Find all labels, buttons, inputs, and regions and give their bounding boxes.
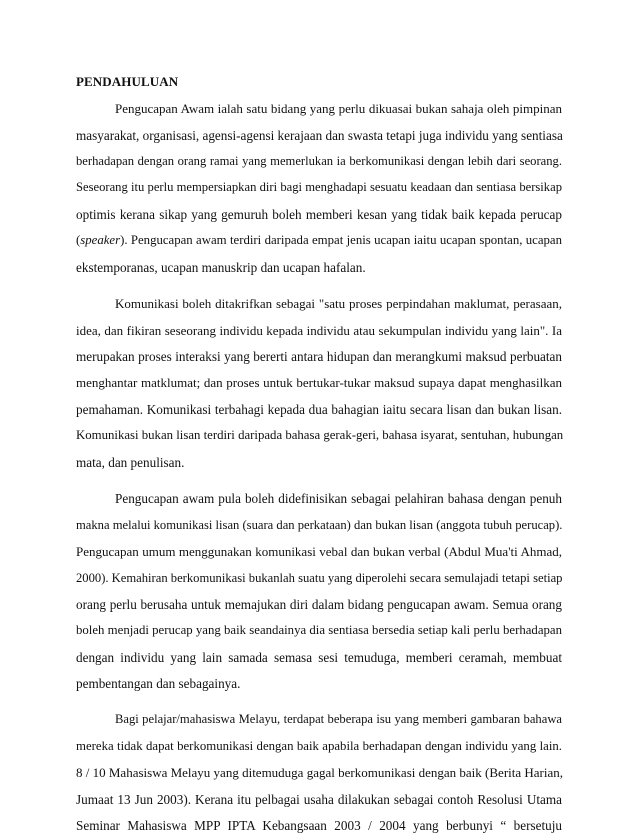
paragraph-4-line: Bagi pelajar/mahasiswa Melayu, terdapat beberapa isu yang memberi gambaran bahawa xyxy=(115,712,562,726)
paragraph-4-line: mereka tidak dapat berkomunikasi dengan baik apabila berhadapan dengan individu yang lain. xyxy=(76,739,562,753)
paragraph-3-line: Pengucapan umum menggunakan komunikasi vebal dan bukan verbal (Abdul Mua'ti Ahmad, xyxy=(76,544,562,559)
paragraph-1-line: Pengucapan Awam ialah satu bidang yang perlu dikuasai bukan sahaja oleh pimpinan xyxy=(115,101,562,116)
section-heading: PENDAHULUAN xyxy=(76,74,179,89)
paragraph-1-line: (speaker). Pengucapan awam terdiri daripada empat jenis ucapan iaitu ucapan spontan, ucapan xyxy=(76,233,562,247)
paragraph-2-line: Komunikasi bukan lisan terdiri daripada bahasa gerak-geri, bahasa isyarat, sentuhan, hubungan xyxy=(76,428,564,442)
paragraph-3-line: makna melalui komunikasi lisan (suara dan perkataan) dan bukan lisan (anggota tubuh perucap). xyxy=(76,518,563,532)
paragraph-2-line: idea, dan fikiran seseorang individu kepada individu atau sekumpulan individu yang lain". Ia xyxy=(76,323,562,338)
paragraph-1-line: berhadapan dengan orang ramai yang memerlukan ia berkomunikasi dengan lebih dari seorang. xyxy=(76,154,562,168)
paragraph-2-line: pemahaman. Komunikasi terbahagi kepada dua bahagian iaitu secara lisan dan bukan lisan. xyxy=(76,402,562,417)
paragraph-4-line: 8 / 10 Mahasiswa Melayu yang ditemuduga gagal berkomunikasi dengan baik (Berita Harian, xyxy=(76,765,564,780)
paragraph-3-line: boleh menjadi perucap yang baik seandainya dia sentiasa bersedia setiap kali perlu berhadapan xyxy=(76,623,562,637)
paragraph-2-line: mata, dan penulisan. xyxy=(76,455,185,470)
paragraph-3-line: orang perlu berusaha untuk memajukan diri dalam bidang pengucapan awam. Semua orang xyxy=(76,597,562,612)
paragraph-1-line: ekstemporanas, ucapan manuskrip dan ucapan hafalan. xyxy=(76,260,366,275)
paragraph-3-line: pembentangan dan sebagainya. xyxy=(76,676,241,691)
paragraph-2-line: merupakan proses interaksi yang bererti antara hidupan dan merangkumi maksud perbuatan xyxy=(76,349,562,364)
paragraph-2-line: Komunikasi boleh ditakrifkan sebagai "satu proses perpindahan maklumat, perasaan, xyxy=(115,296,562,311)
paragraph-4-line: Seminar Mahasiswa MPP IPTA Kebangsaan 2003 / 2004 yang berbunyi “ bersetuju xyxy=(76,818,562,833)
paragraph-3-line: Pengucapan awam pula boleh didefinisikan sebagai pelahiran bahasa dengan penuh xyxy=(115,491,562,506)
paragraph-3-line: 2000). Kemahiran berkomunikasi bukanlah suatu yang diperolehi secara semulajadi tetapi setiap xyxy=(76,571,563,585)
paragraph-3-line: dengan individu yang lain samada semasa sesi temuduga, memberi ceramah, membuat xyxy=(76,650,562,665)
paragraph-2-line: menghantar matklumat; dan proses untuk bertukar-tukar maksud supaya dapat menghasilkan xyxy=(76,375,562,390)
paragraph-4-line: Jumaat 13 Jun 2003). Kerana itu pelbagai usaha dilakukan sebagai contoh Resolusi Utama xyxy=(76,792,562,807)
paragraph-1-line: masyarakat, organisasi, agensi-agensi kerajaan dan swasta tetapi juga individu yang sentiasa xyxy=(76,128,563,143)
paragraph-1-line: optimis kerana sikap yang gemuruh boleh memberi kesan yang tidak baik kepada perucap xyxy=(76,207,562,222)
paragraph-1-line: Seseorang itu perlu mempersiapkan diri bagi menghadapi sesuatu keadaan dan sentiasa bersikap xyxy=(76,180,562,194)
